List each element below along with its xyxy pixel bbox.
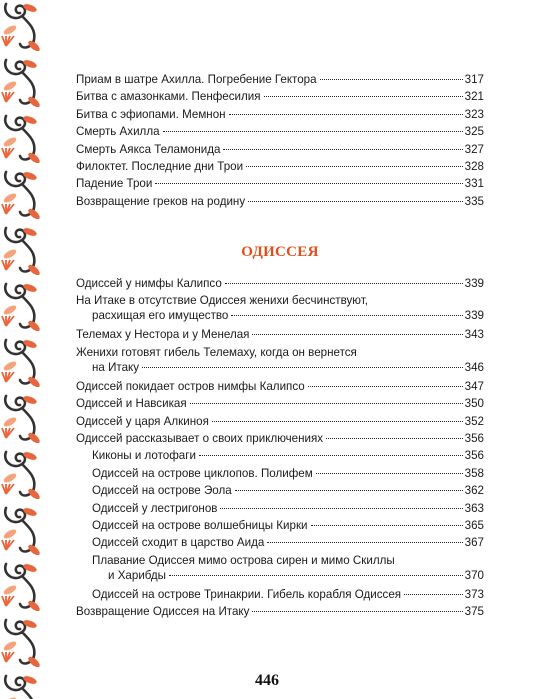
dot-leader (248, 201, 463, 202)
toc-page-number: 328 (464, 160, 484, 173)
toc-entry (76, 414, 484, 429)
dot-leader (316, 473, 463, 474)
dot-leader (190, 403, 463, 404)
section-heading: ОДИССЕЯ (241, 244, 319, 260)
toc-entry-title: Возвращение греков на родину (76, 194, 246, 208)
toc-page-number: 317 (464, 73, 484, 86)
toc-entry (76, 345, 484, 375)
toc-entry-title: Одиссей покидает остров нимфы Калипсо (76, 379, 305, 393)
toc-entry (76, 124, 484, 139)
dot-leader (223, 149, 462, 150)
toc-entry (92, 587, 484, 602)
toc-entry-title: Падение Трои (76, 177, 153, 191)
toc-entry-title: Филоктет. Последние дни Трои (76, 160, 244, 173)
dot-leader (267, 542, 462, 543)
toc-entry-title: Одиссей на острове Тринакрии. Гибель корабля Одиссея (92, 587, 402, 601)
table-of-contents (76, 0, 484, 699)
dot-leader (252, 611, 462, 612)
toc-page-number: 347 (464, 379, 484, 393)
toc-entry-title: Телемах у Нестора и у Менелая (76, 328, 250, 342)
dot-leader (229, 114, 463, 115)
dot-leader (142, 367, 463, 368)
toc-entry (76, 159, 484, 174)
toc-page-number: 339 (464, 277, 484, 290)
toc-entry-title: Одиссей у царя Алкиноя (76, 414, 209, 428)
toc-entry (76, 194, 484, 209)
toc-page-number: 350 (464, 397, 484, 411)
toc-entry (76, 276, 484, 291)
toc-page-number: 365 (464, 519, 484, 532)
toc-page-number: 325 (464, 125, 484, 139)
dot-leader (199, 455, 463, 456)
toc-page-number: 356 (464, 432, 484, 445)
toc-entry-title: Одиссей сходит в царство Аида (92, 536, 265, 550)
dot-leader (163, 131, 463, 132)
dot-leader (169, 575, 463, 576)
toc-entry-title: Битва с амазонками. Пенфесилия (76, 90, 261, 104)
toc-entry (92, 501, 484, 516)
toc-entry-title: На Итаке в отсутствие Одиссея женихи бесчинствуют, (76, 294, 368, 308)
toc-entry-title-continuation: и Харибды (108, 568, 167, 582)
toc-page-number: 358 (464, 466, 484, 480)
toc-page-number: 327 (464, 142, 484, 156)
dot-leader (252, 334, 462, 335)
dot-leader (311, 525, 463, 526)
page-number: 446 (255, 672, 279, 689)
dot-leader (235, 490, 463, 491)
toc-entry-title: Возвращение Одиссея на Итаку (76, 605, 250, 619)
toc-entry-title: Одиссей у нимфы Калипсо (76, 277, 222, 290)
toc-entry-title-continuation: на Итаку (92, 360, 140, 374)
toc-entry (92, 483, 484, 498)
toc-entry (92, 553, 484, 583)
dot-leader (264, 96, 463, 97)
toc-entry-title: Одиссей у лестригонов (92, 501, 218, 515)
toc-entry (76, 431, 484, 446)
toc-page-number: 339 (464, 309, 484, 323)
toc-page-number: 346 (464, 360, 484, 374)
toc-entry (76, 327, 484, 342)
toc-entry-title: Киконы и лотофаги (92, 449, 196, 463)
toc-entry-title: Одиссей на острове Эола (92, 484, 232, 498)
toc-page-number: 375 (464, 605, 484, 619)
toc-page-number: 356 (464, 449, 484, 463)
dot-leader (220, 508, 462, 509)
toc-entry (76, 293, 484, 323)
toc-entry (92, 518, 484, 533)
dot-leader (326, 438, 463, 439)
toc-entry (76, 89, 484, 104)
toc-page-number: 367 (464, 536, 484, 550)
toc-entry (76, 604, 484, 619)
toc-page-number: 323 (464, 107, 484, 121)
toc-entry (76, 142, 484, 157)
toc-page-number: 370 (464, 568, 484, 582)
toc-entry (92, 466, 484, 481)
dot-leader (404, 594, 463, 595)
toc-page-number: 331 (464, 177, 484, 191)
toc-entry-title: Смерть Аякса Теламонида (76, 142, 221, 156)
toc-page-number: 321 (464, 90, 484, 104)
toc-entry-title: Смерть Ахилла (76, 125, 160, 139)
dot-leader (212, 421, 463, 422)
toc-page-number: 343 (464, 328, 484, 342)
toc-entry-title: Женихи готовят гибель Телемаху, когда он вернется (76, 345, 357, 359)
toc-entry-title: Одиссей рассказывает о своих приключениях (76, 432, 324, 445)
dot-leader (225, 283, 463, 284)
dot-leader (155, 183, 462, 184)
toc-page-number: 363 (464, 501, 484, 515)
toc-entry-title: Приам в шатре Ахилла. Погребение Гектора (76, 73, 317, 86)
toc-page-number: 352 (464, 414, 484, 428)
toc-entry (76, 107, 484, 122)
toc-entry (92, 535, 484, 550)
dot-leader (231, 315, 462, 316)
toc-entry (76, 176, 484, 191)
toc-entry (76, 72, 484, 87)
toc-page-number: 373 (464, 587, 484, 601)
toc-entry (92, 448, 484, 463)
toc-page-number: 362 (464, 484, 484, 498)
toc-page-number: 335 (464, 194, 484, 208)
dot-leader (320, 79, 463, 80)
dot-leader (308, 386, 463, 387)
toc-entry-title-continuation: расхищая его имущество (92, 309, 229, 323)
toc-entry-title: Одиссей на острове волшебницы Кирки (92, 519, 308, 532)
decorative-border (0, 0, 44, 699)
toc-entry-title: Битва с эфиопами. Мемнон (76, 107, 226, 121)
toc-entry-title: Одиссей и Навсикая (76, 397, 187, 411)
toc-entry (76, 379, 484, 394)
dot-leader (246, 166, 463, 167)
toc-entry (76, 396, 484, 411)
toc-entry-title: Одиссей на острове циклопов. Полифем (92, 466, 313, 480)
toc-entry-title: Плавание Одиссея мимо острова сирен и мимо Скиллы (92, 553, 395, 567)
